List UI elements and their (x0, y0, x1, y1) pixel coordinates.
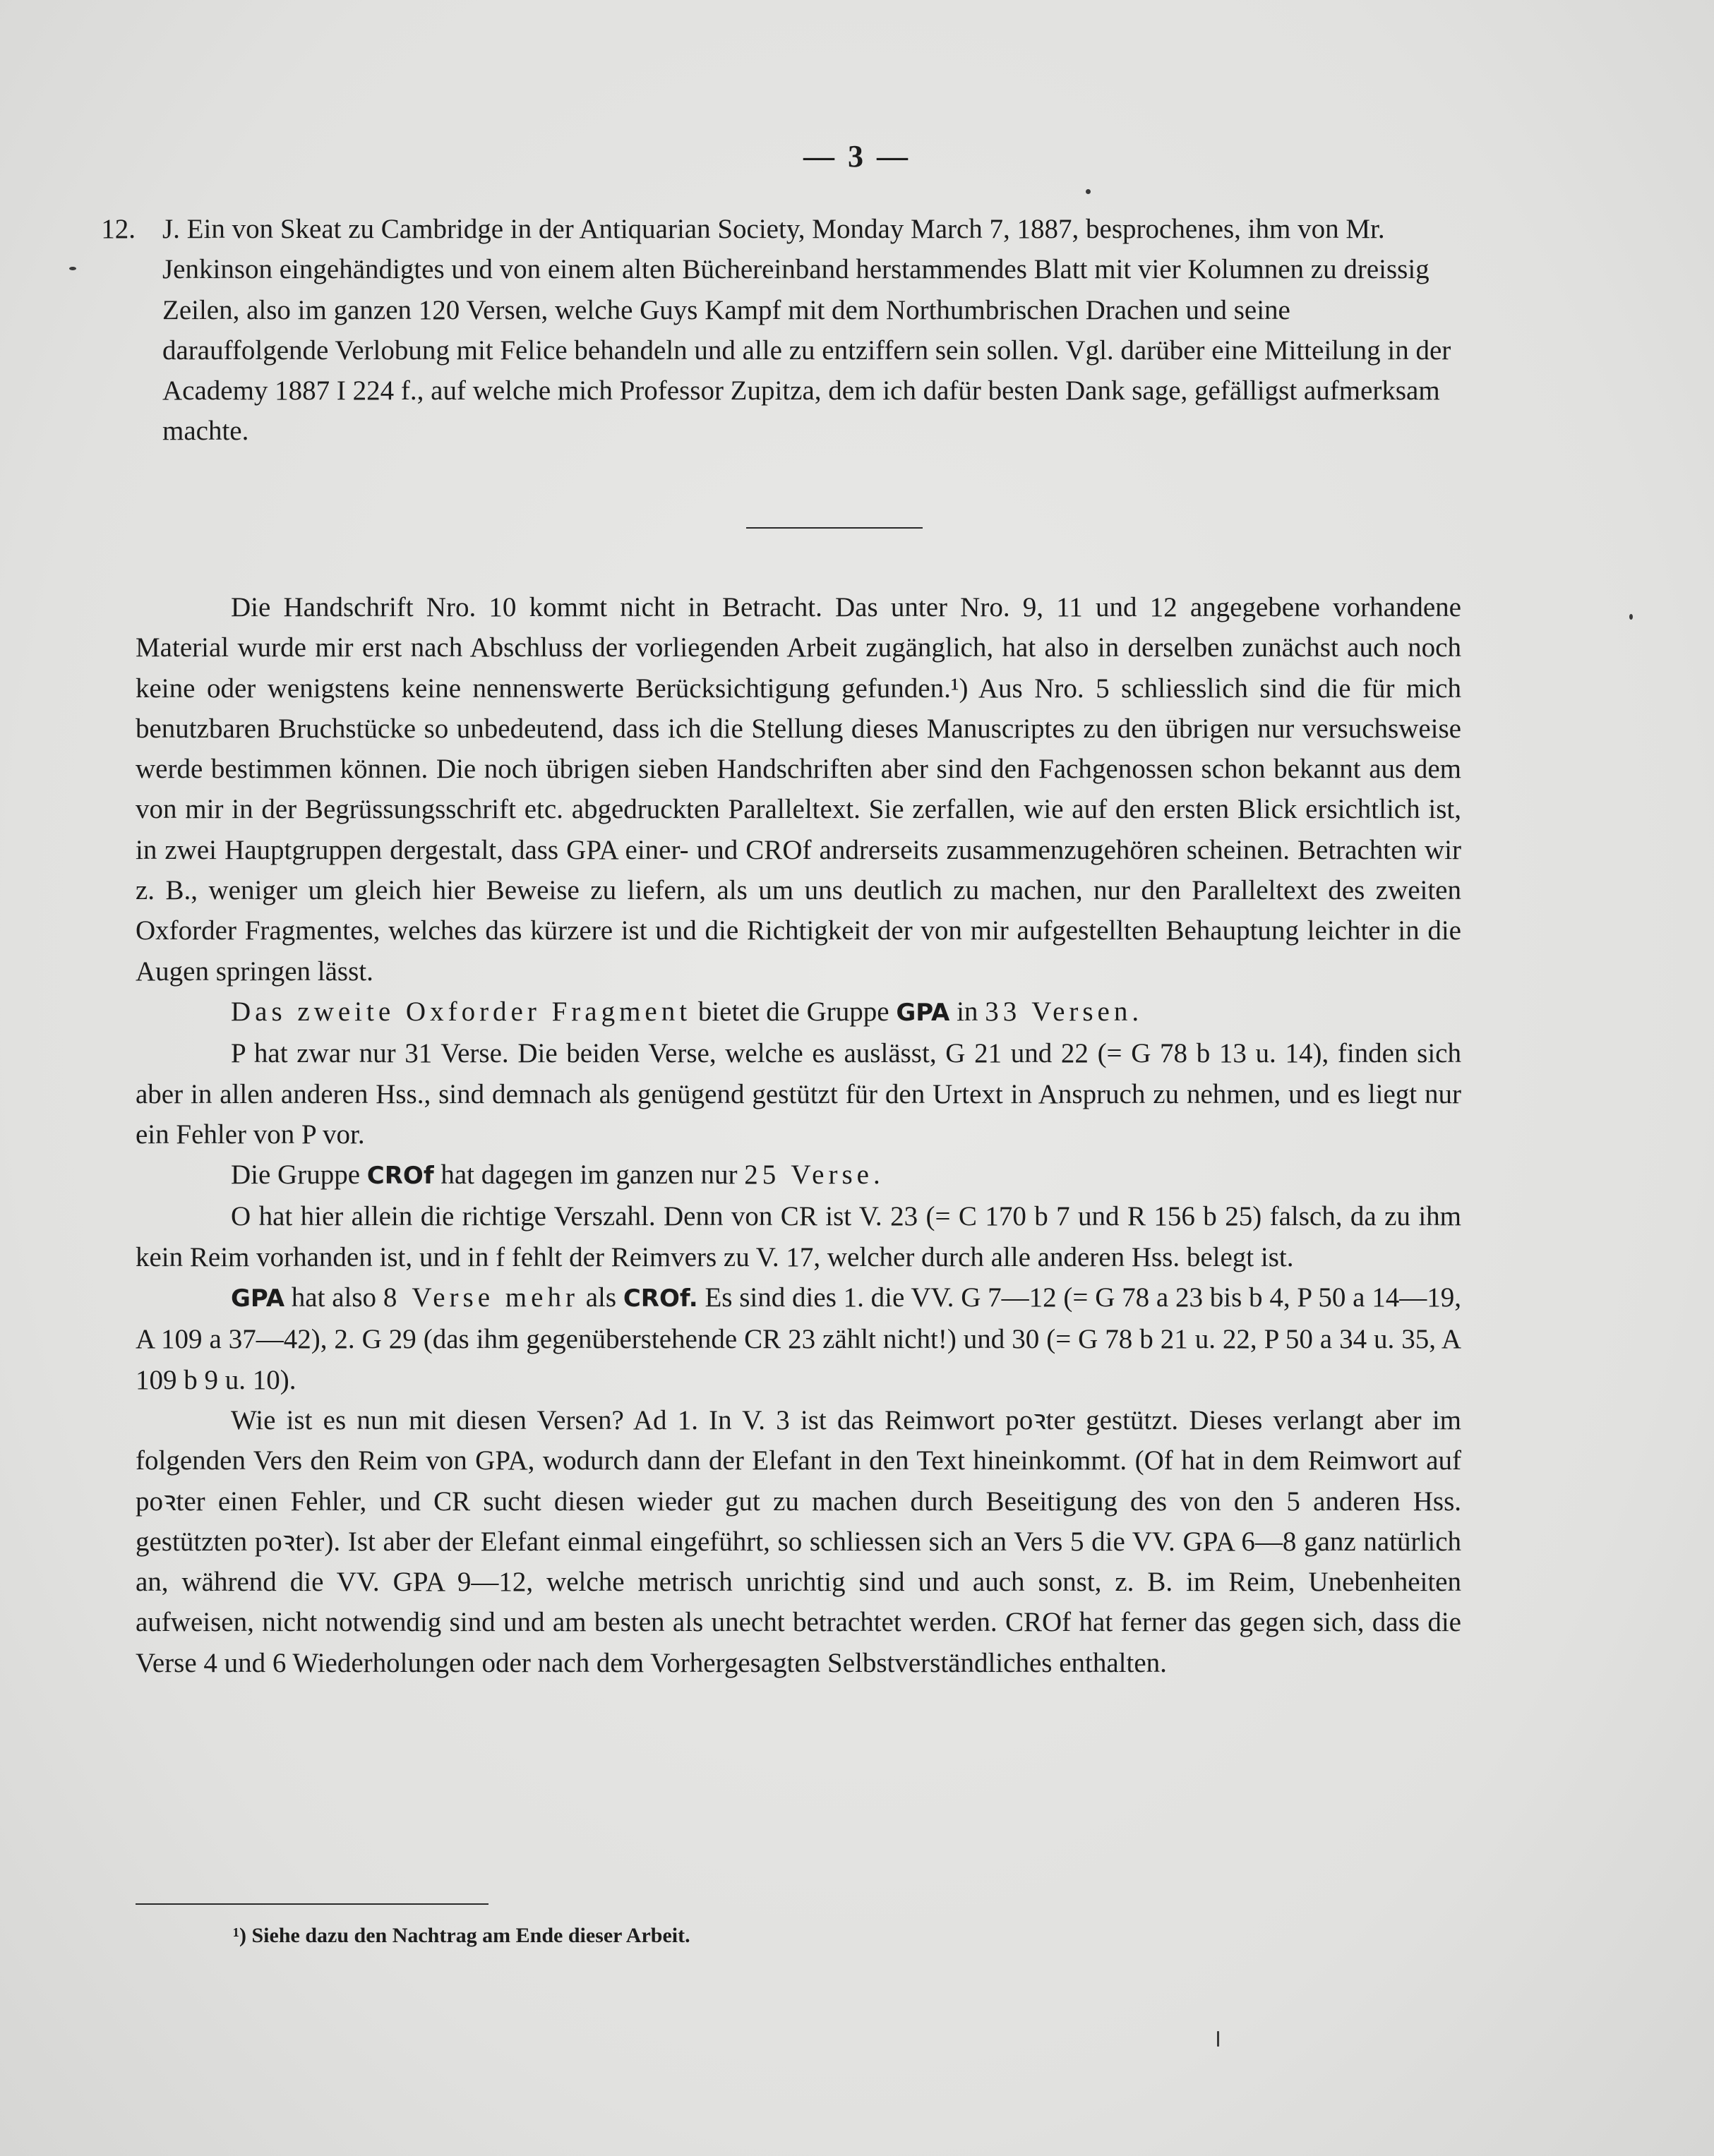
paragraph-3: P hat zwar nur 31 Verse. Die beiden Verse, welche es auslässt, G 21 und 22 (= G 78 b 13 u. 14), finden sich aber in allen anderen Hss., sind demnach als genügend gestützt für den Urtext in Anspruch zu nehmen, und es liegt nur ein Fehler von P vor. (136, 1038, 1461, 1150)
group-label: GPA (231, 1284, 285, 1313)
spaced-phrase: 8 Verse mehr (383, 1282, 579, 1313)
paragraph-2 (136, 992, 1461, 1033)
text-run: Die Gruppe (231, 1160, 367, 1191)
group-label: GPA (896, 998, 950, 1027)
spaced-phrase: Das zweite Oxforder Fragment (231, 996, 692, 1027)
paragraph-1: Die Handschrift Nro. 10 kommt nicht in Betracht. Das unter Nro. 9, 11 und 12 angegebene vorhandene Material wurde mir erst nach Abschluss der vorliegenden Arbeit zugänglich, hat also in derselben zunächst auch noch keine oder wenigstens keine nennenswerte Berücksichtigung gefunden.¹) Aus Nro. 5 schliesslich sind die für mich benutzbaren Bruchstücke so unbedeutend, dass ich die Stellung dieses Manuscriptes zu den übrigen nur versuchsweise werde bestimmen können. Die noch übrigen sieben Handschriften aber sind den Fachgenossen schon bekannt aus dem von mir in der Begrüssungsschrift etc. abgedruckten Paralleltext. Sie zerfallen, wie auf den ersten Blick ersichtlich ist, in zwei Hauptgruppen dergestalt, dass GPA einer- und CROf andrerseits zusammenzugehören scheinen. Betrachten wir z. B., weniger um gleich hier Beweise zu liefern, als um uns deutlich zu machen, nur den Paralleltext des zweiten Oxforder Fragmentes, welches das kürzere ist und die Richtigkeit der von mir aufgestellten Behauptung leichter in die Augen springen lässt. (136, 592, 1461, 987)
main-body (136, 587, 1461, 1683)
paragraph-6 (136, 1277, 1461, 1400)
group-label: CROf (366, 1162, 434, 1191)
text-run: hat also (284, 1282, 383, 1313)
manuscript-entry-12 (101, 209, 1461, 452)
text-run: in (949, 996, 985, 1027)
text-run: als (578, 1282, 623, 1313)
paragraph-5: O hat hier allein die richtige Verszahl. Denn von CR ist V. 23 (= C 170 b 7 und R 156 b 25) falsch, da zu ihm kein Reim vorhanden ist, und in f fehlt der Reimvers zu V. 17, welcher durch alle anderen Hss. belegt ist. (136, 1201, 1461, 1272)
ink-speck (1217, 2031, 1219, 2047)
paragraph-7: Wie ist es nun mit diesen Versen? Ad 1. In V. 3 ist das Reimwort poꝛter gestützt. Dieses verlangt aber im folgenden Vers den Reim von GPA, wodurch dann der Elefant in den Text hineinkommt. (Of hat in dem Reimwort auf poꝛter einen Fehler, und CR sucht diesen wieder gut zu machen durch Beseitigung des von den 5 anderen Hss. gestützten poꝛter). Ist aber der Elefant einmal eingeführt, so schliessen sich an Vers 5 die VV. GPA 6—8 ganz natürlich an, während die VV. GPA 9—12, welche metrisch unrichtig sind und auch sonst, z. B. im Reim, Unebenheiten aufweisen, nicht notwendig sind und am besten als unecht betrachtet werden. CROf hat ferner das gegen sich, dass die Verse 4 und 6 Wiederholungen oder nach dem Vorhergesagten Selbstverständliches enthalten. (136, 1404, 1461, 1678)
text-run: hat dagegen im ganzen nur (433, 1160, 745, 1191)
section-divider (746, 527, 923, 529)
spaced-phrase: 33 Versen. (985, 996, 1144, 1027)
text-run: Es sind dies 1. die VV. G 7—12 (= G 78 a 23 bis b 4, P 50 a 14—19, A 109 a 37—42), 2. G 29 (das ihm gegenüberstehende CR 23 zählt nicht!) und 30 (= G 78 b 21 u. 22, P 50 a 34 u. 35, A 109 b 9 u. 10). (136, 1282, 1461, 1395)
ink-speck (69, 267, 76, 270)
entry-text: J. Ein von Skeat zu Cambridge in der Antiquarian Society, Monday March 7, 1887, besprochenes, ihm von Mr. Jenkinson eingehändigtes und von einem alten Büchereinband herstammendes Blatt mit vier Kolumnen zu dreissig Zeilen, also im ganzen 120 Versen, welche Guys Kampf mit dem Northumbrischen Drachen und seine darauffolgende Verlobung mit Felice behandeln und alle zu entziffern sein sollen. Vgl. darüber eine Mitteilung in der Academy 1887 I 224 f., auf welche mich Professor Zupitza, dem ich dafür besten Dank sage, gefälligst aufmerksam machte. (162, 214, 1451, 447)
ink-speck (1086, 189, 1091, 194)
ink-speck (1629, 614, 1633, 620)
group-label: CROf. (623, 1284, 698, 1313)
paragraph-4 (136, 1155, 1461, 1196)
footnote-rule (136, 1903, 489, 1905)
spaced-phrase: 25 Verse. (744, 1160, 885, 1191)
footnote: ¹) Siehe dazu den Nachtrag am Ende dieser Arbeit. (233, 1924, 690, 1947)
page-number: — 3 — (803, 139, 911, 174)
text-run: bietet die Gruppe (691, 996, 897, 1027)
entry-number: 12. (101, 214, 136, 244)
